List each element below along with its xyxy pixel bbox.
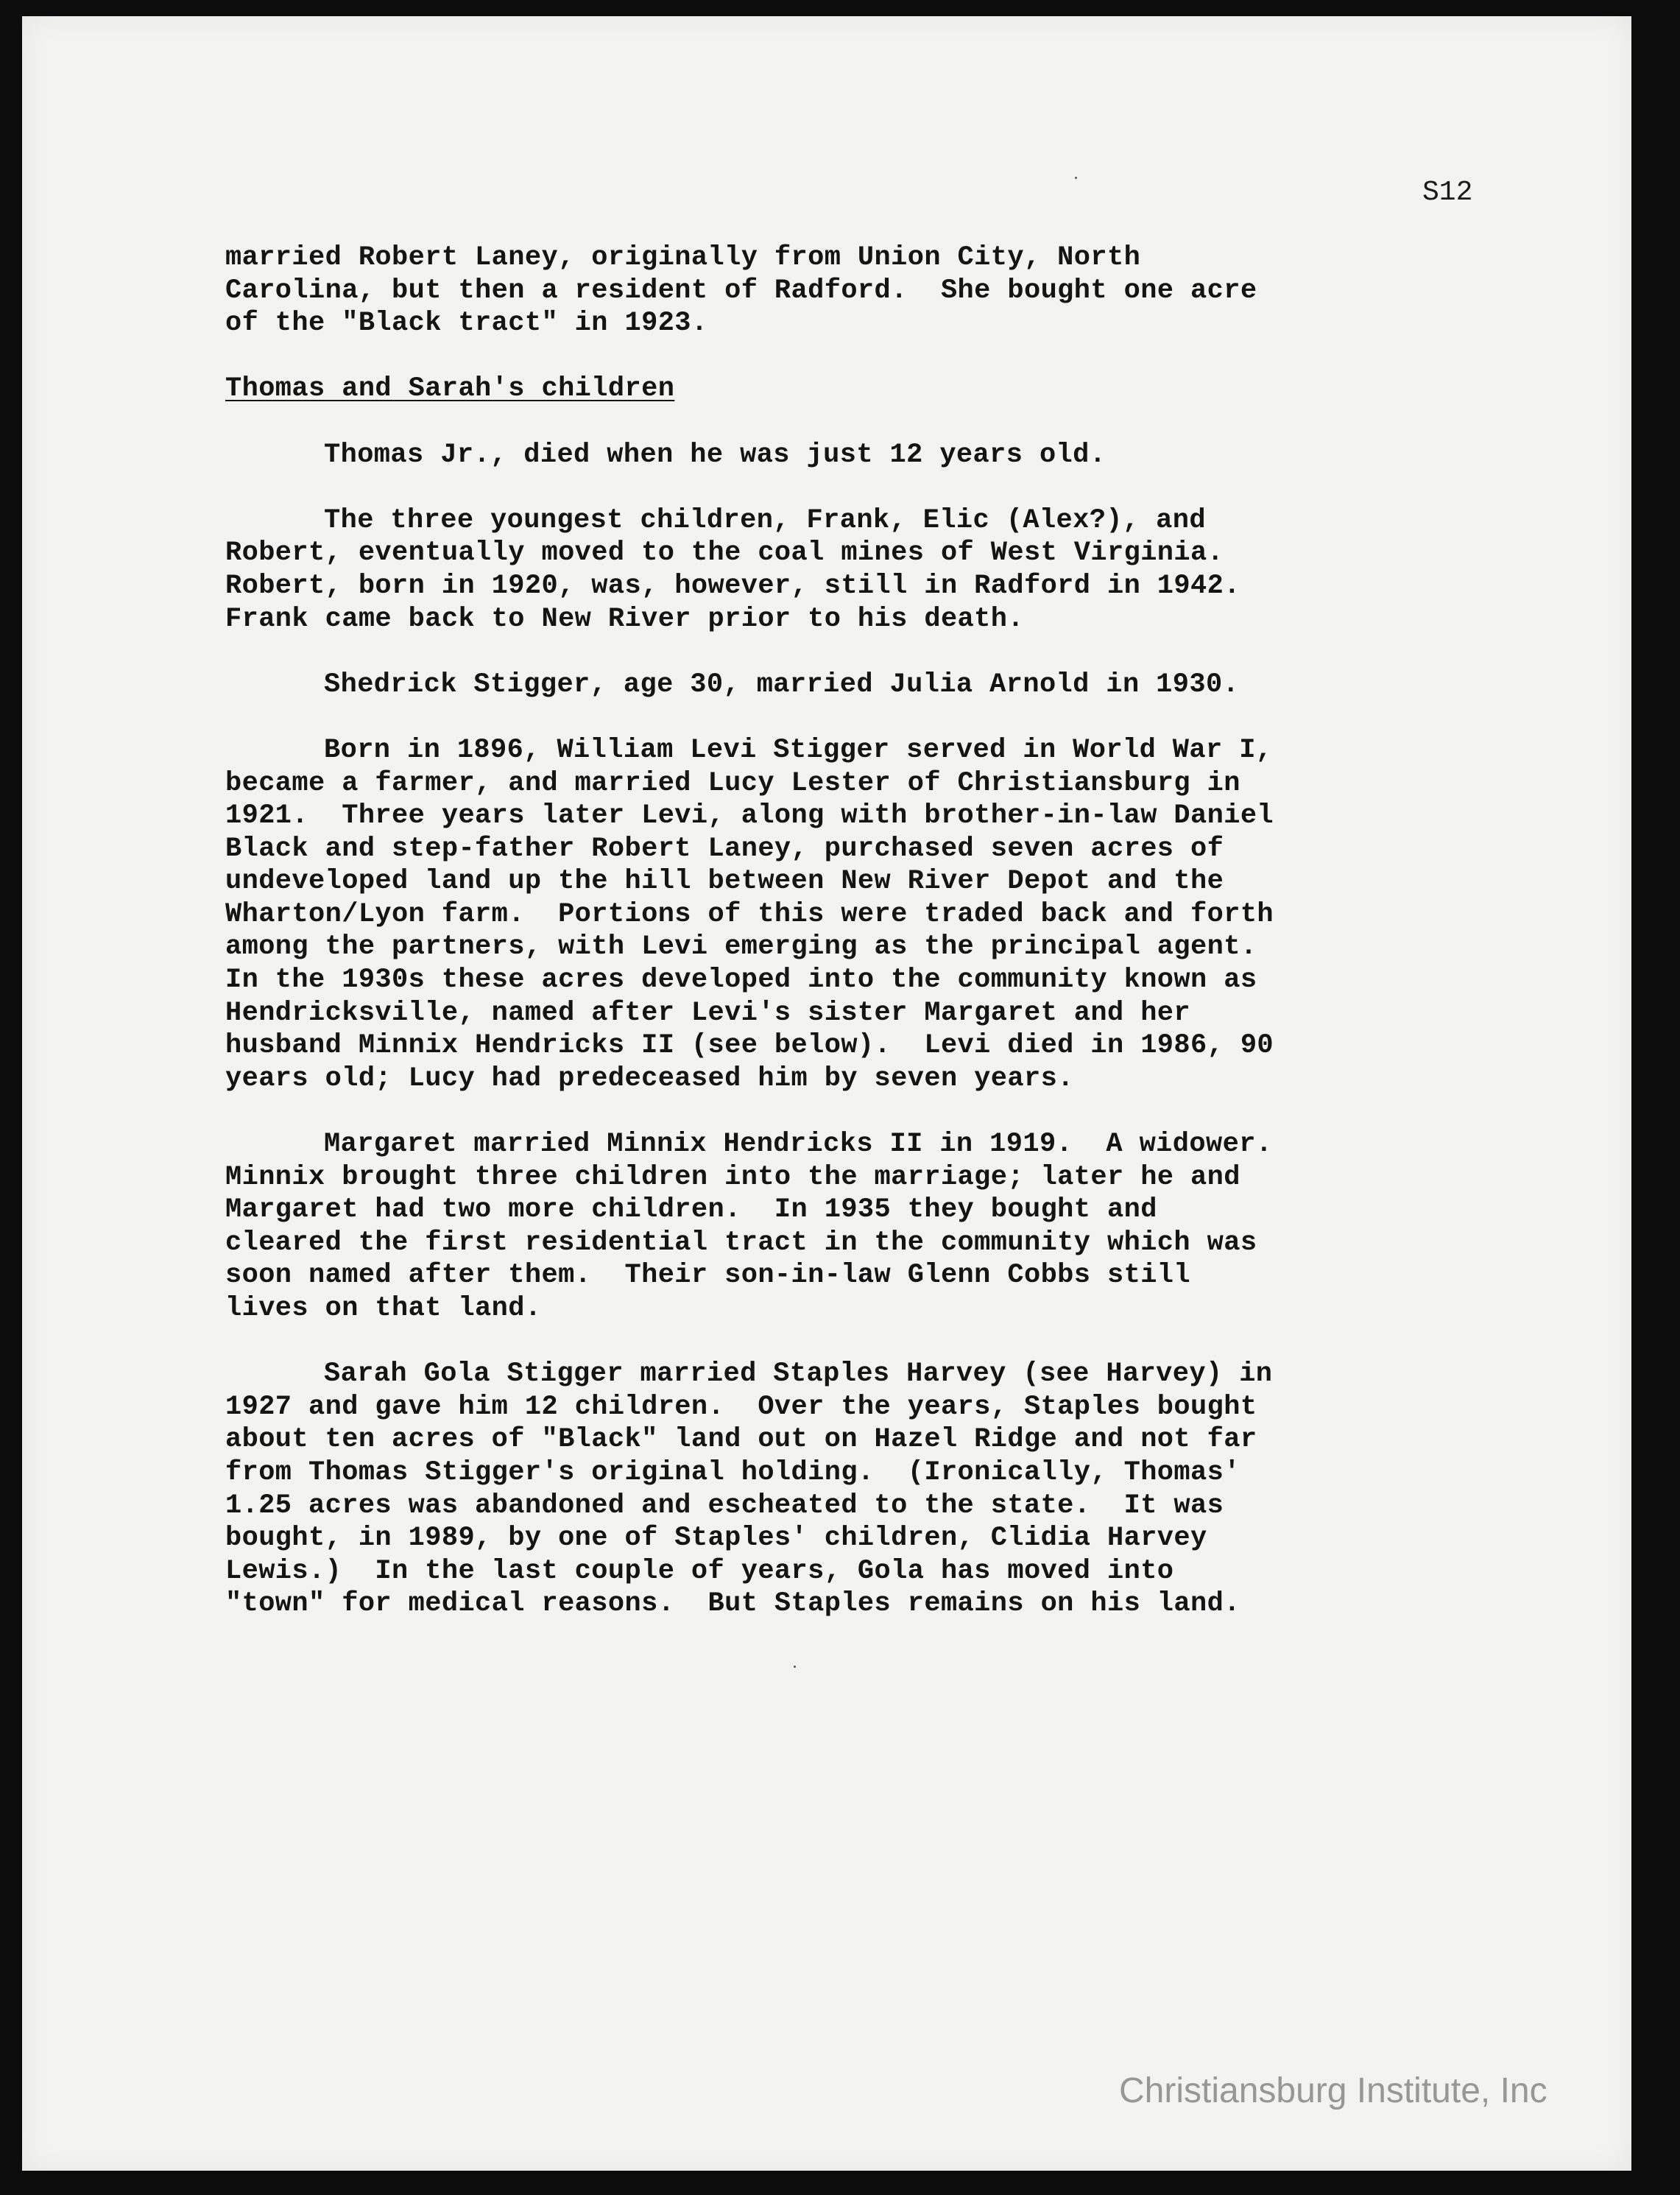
paragraph-continuation: [225, 242, 1477, 340]
text-line: The three youngest children, Frank, Elic (Alex?), and: [324, 504, 1206, 536]
text-line: husband Minnix Hendricks II (see below). Levi died in 1986, 90: [225, 1030, 1274, 1062]
document-body: [225, 242, 1477, 1654]
text-line: Robert, eventually moved to the coal mines of West Virginia.: [225, 538, 1224, 569]
text-line: bought, in 1989, by one of Staples' children, Clidia Harvey: [225, 1523, 1207, 1554]
page-number: S12: [1422, 177, 1473, 208]
text-line: Lewis.) In the last couple of years, Gola has moved into: [225, 1555, 1174, 1587]
text-line: among the partners, with Levi emerging as the principal agent.: [225, 931, 1257, 963]
paper-speck: [1075, 177, 1077, 179]
text-line: Shedrick Stigger, age 30, married Julia Arnold in 1930.: [324, 669, 1240, 700]
text-line: Margaret married Minnix Hendricks II in 1919. A widower.: [324, 1129, 1273, 1160]
text-line: 1921. Three years later Levi, along with brother-in-law Daniel: [225, 800, 1274, 832]
paragraph-sarah-gola: [225, 1358, 1477, 1621]
paragraph-thomas-jr: [225, 439, 1477, 472]
section-heading: Thomas and Sarah's children: [225, 373, 675, 405]
text-line: about ten acres of "Black" land out on Hazel Ridge and not far: [225, 1424, 1257, 1456]
text-line: of the "Black tract" in 1923.: [225, 308, 708, 339]
text-line: cleared the first residential tract in the community which was: [225, 1227, 1257, 1258]
paragraph-youngest-children: [225, 504, 1477, 635]
text-line: Minnix brought three children into the marriage; later he and: [225, 1161, 1240, 1193]
watermark-text: Christiansburg Institute, Inc: [1119, 2071, 1547, 2110]
paper-speck: [794, 1666, 796, 1668]
text-line: Frank came back to New River prior to his death.: [225, 603, 1024, 635]
text-line: In the 1930s these acres developed into the community known as: [225, 965, 1257, 996]
text-line: Born in 1896, William Levi Stigger served in World War I,: [324, 734, 1273, 766]
text-line: married Robert Laney, originally from Union City, North: [225, 242, 1141, 273]
paragraph-margaret: [225, 1128, 1477, 1325]
text-line: Hendricksville, named after Levi's sister Margaret and her: [225, 997, 1191, 1029]
text-line: Sarah Gola Stigger married Staples Harvey (see Harvey) in: [324, 1359, 1273, 1390]
paragraph-william-levi: [225, 734, 1477, 1096]
text-line: 1.25 acres was abandoned and escheated to the state. It was: [225, 1490, 1224, 1521]
text-line: Carolina, but then a resident of Radford. She bought one acre: [225, 275, 1257, 306]
text-line: 1927 and gave him 12 children. Over the years, Staples bought: [225, 1391, 1257, 1423]
text-line: undeveloped land up the hill between New River Depot and the: [225, 866, 1224, 898]
text-line: years old; Lucy had predeceased him by seven years.: [225, 1063, 1074, 1094]
text-line: Margaret had two more children. In 1935 they bought and: [225, 1194, 1157, 1226]
text-line: became a farmer, and married Lucy Lester of Christiansburg in: [225, 767, 1240, 799]
text-line: Thomas Jr., died when he was just 12 years old.: [324, 439, 1107, 471]
text-line: Wharton/Lyon farm. Portions of this were traded back and forth: [225, 898, 1274, 930]
text-line: from Thomas Stigger's original holding. (Ironically, Thomas': [225, 1456, 1240, 1488]
text-line: soon named after them. Their son-in-law Glenn Cobbs still: [225, 1260, 1191, 1292]
text-line: Robert, born in 1920, was, however, still in Radford in 1942.: [225, 570, 1240, 602]
text-line: "town" for medical reasons. But Staples remains on his land.: [225, 1588, 1240, 1620]
paragraph-shedrick: [225, 669, 1477, 702]
text-line: lives on that land.: [225, 1293, 542, 1324]
text-line: Black and step-father Robert Laney, purchased seven acres of: [225, 833, 1224, 864]
